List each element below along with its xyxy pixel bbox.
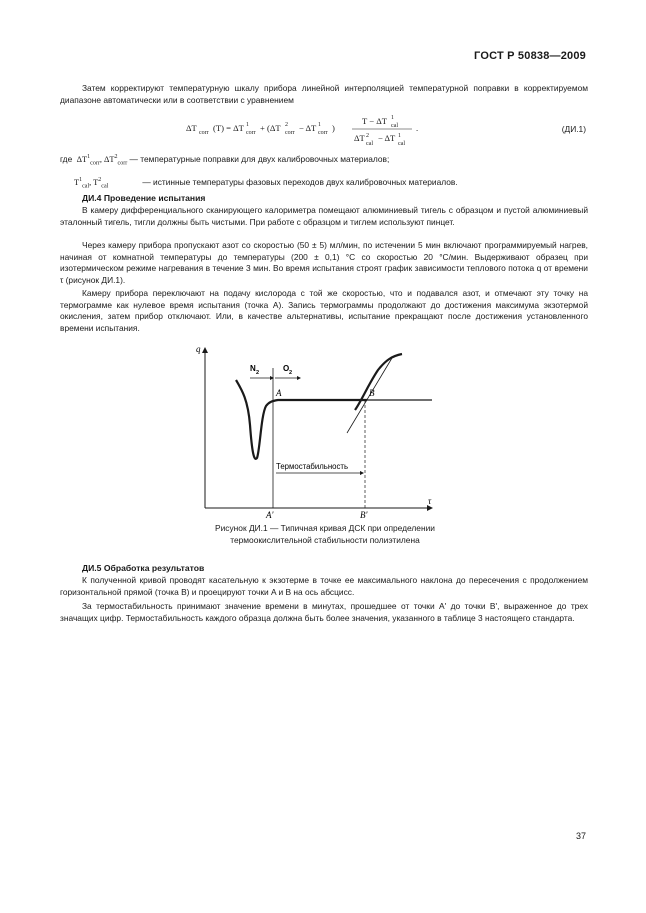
point-b-label: B: [369, 388, 375, 398]
svg-text:1: 1: [318, 122, 321, 128]
where-symbols-1: $\Delta T^1_{corr}$, $\Delta T^2_{corr}$: [74, 154, 128, 167]
dsc-curve: [236, 380, 367, 459]
svg-text:1: 1: [391, 115, 394, 121]
document-code: ГОСТ Р 50838—2009: [474, 50, 586, 62]
figure-caption: Рисунок ДИ.1 — Типичная кривая ДСК при определении термоокислительной стабильности полиэтилена: [215, 523, 435, 545]
svg-text:− ΔT: − ΔT: [299, 123, 317, 133]
where-definition-1: — температурные поправки для двух калибровочных материалов;: [129, 154, 390, 164]
x-axis-label: τ: [428, 496, 432, 506]
svg-text:corr: corr: [199, 130, 209, 136]
svg-text:ΔT: ΔT: [186, 123, 197, 133]
y-axis-label: q: [196, 344, 201, 354]
svg-text:corr: corr: [285, 130, 295, 136]
svg-text:corr: corr: [318, 130, 328, 136]
svg-text:cal: cal: [366, 141, 373, 147]
section-5-paragraph-2: За термостабильность принимают значение времени в минутах, прошедшее от точки A' до точки B', выраженное до трех значащих цифр. Термостабильность каждого образца должна быть более значения, указанного в таблице 3 настоящего стандарта.: [60, 601, 588, 623]
interval-label: Термостабильность: [276, 462, 349, 471]
exotherm-curve: [355, 354, 402, 410]
svg-text:.: .: [416, 123, 419, 133]
svg-text:T − ΔT: T − ΔT: [362, 116, 388, 126]
section-4-paragraph-3: Камеру прибора переключают на подачу кислорода с той же скоростью, что и подавался азот, и отмечают эту точку на термограмме как нулевое время испытания (точка А). Запись термограммы продолжают до достижения максимума экзотермой окисления, затем прибор отключают. Или, в качестве альтернативы, испытание прекращают после достижения установленного времени испытания.: [60, 288, 588, 333]
svg-text:1: 1: [398, 133, 401, 139]
page-number: 37: [575, 831, 586, 841]
svg-text:cal: cal: [391, 123, 398, 129]
svg-text:): ): [332, 123, 335, 133]
svg-text:+ (ΔT: + (ΔT: [260, 123, 281, 133]
where-line-1: [60, 153, 389, 166]
section-4-paragraph-1: В камеру дифференциального сканирующего калориметра помещают алюминиевый тигель с образцом и пустой алюминиевый эталонный тигель, тигли должны быть чистыми. При работе с образцом и тиглем используют пинцет.: [60, 205, 588, 227]
equation-number: (ДИ.1): [561, 124, 586, 134]
equation-di1: [0, 113, 646, 149]
svg-text:2: 2: [289, 370, 293, 376]
svg-text:corr: corr: [246, 130, 256, 136]
intro-paragraph: Затем корректируют температурную шкалу прибора линейной интерполяцией температурной поправки в корректируемом диапазоне автоматически или в соответствии с уравнением: [60, 83, 588, 105]
section-5-heading: ДИ.5 Обработка результатов: [82, 563, 205, 573]
section-4-heading: ДИ.4 Проведение испытания: [82, 193, 206, 203]
dsc-curve-figure: [192, 340, 452, 520]
section-5-paragraph-1: К полученной кривой проводят касательную к экзотерме в точке ее максимального наклона до пересечения с продолжением горизонтальной прямой (точка B) и проецируют точки A и B на ось абсцисс.: [60, 575, 588, 597]
point-a-label: A: [276, 388, 282, 398]
svg-text:N: N: [250, 364, 256, 373]
svg-text:− ΔT: − ΔT: [378, 133, 396, 143]
svg-text:ΔT: ΔT: [354, 133, 365, 143]
where-line-2: [74, 176, 458, 189]
svg-text:O: O: [283, 364, 290, 373]
where-definition-2: — истинные температуры фазовых переходов двух калибровочных материалов.: [142, 177, 458, 187]
where-symbols-2: $T^1_{cal}$, $T^2_{cal}$: [74, 177, 109, 190]
svg-text:cal: cal: [398, 141, 405, 147]
gas-oxygen-label: [283, 364, 292, 376]
svg-text:2: 2: [285, 122, 288, 128]
svg-text:(T) = ΔT: (T) = ΔT: [213, 123, 244, 133]
point-a-prime-label: A': [266, 510, 274, 520]
svg-text:2: 2: [256, 370, 260, 376]
where-prefix: где: [60, 154, 73, 164]
gas-nitrogen-label: [250, 364, 259, 376]
section-4-paragraph-2: Через камеру прибора пропускают азот со скоростью (50 ± 5) мл/мин, по истечении 5 мин включают программируемый нагрев, начиная от комнатной температуры до температуры (200 ± 0,1) °С со скоростью 20 °С/мин. Выдерживают образец при изотермическом режиме нагревания в течение 3 мин. Во время испытания строят график зависимости теплового потока q от времени τ (рисунок ДИ.1).: [60, 240, 588, 285]
svg-text:1: 1: [246, 122, 249, 128]
svg-text:2: 2: [366, 133, 369, 139]
point-b-prime-label: B': [360, 510, 368, 520]
